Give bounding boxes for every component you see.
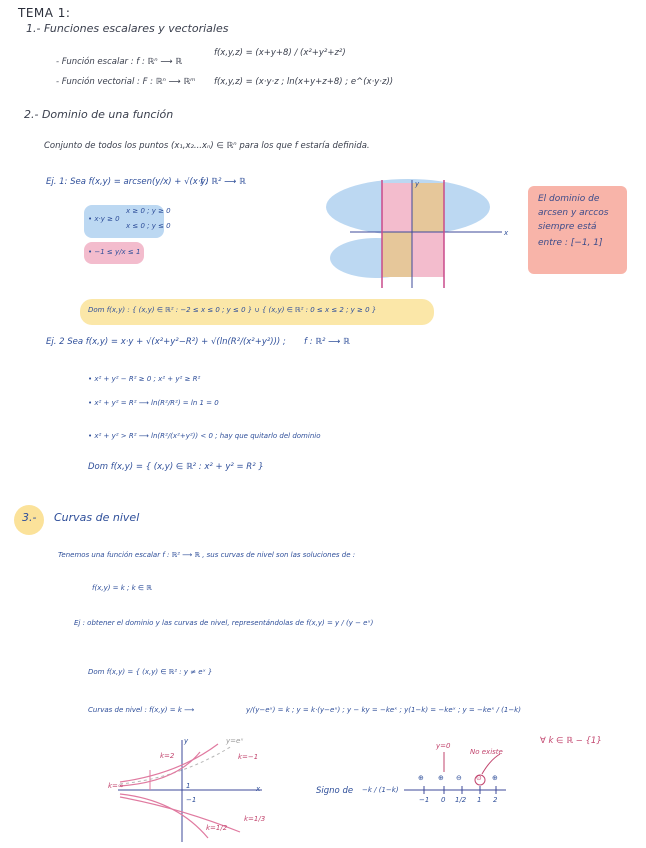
note-line-3: siempre está — [538, 222, 597, 232]
note-line-4: entre : [−1, 1] — [538, 238, 603, 248]
label-k-third: k=1/3 — [244, 815, 266, 823]
escalar-example: f(x,y,z) = (x+y+8) / (x²+y²+z²) — [214, 48, 346, 58]
sign-1: ⊕ — [418, 774, 424, 782]
label-ex: y=eˣ — [226, 737, 244, 745]
page-title: TEMA 1: — [18, 6, 71, 20]
graph2-minus1-label: −1 — [186, 796, 197, 804]
k0-label: y=0 — [436, 742, 451, 750]
vectorial-label: - Función vectorial : F : ℝⁿ ⟶ ℝᵐ — [56, 77, 196, 87]
sign-4: ⊙ — [476, 774, 482, 782]
condition-1a: x ≥ 0 ; y ≥ 0 — [126, 207, 171, 215]
tick-half: 1/2 — [455, 796, 467, 804]
section3-heading: Curvas de nivel — [54, 511, 140, 524]
section1-heading: 1.- Funciones escalares y vectoriales — [26, 22, 229, 35]
sign-5: ⊕ — [492, 774, 498, 782]
graph1-y-label: y — [415, 180, 420, 188]
section3-example: Ej : obtener el dominio y las curvas de nivel, representándolas de f(x,y) = y / (y − eˣ) — [74, 619, 374, 627]
signo-label: Signo de — [316, 786, 354, 796]
section3-intro: Tenemos una función escalar f : ℝ² ⟶ ℝ , sus curvas de nivel son las soluciones de : — [58, 551, 356, 559]
sign-3: ⊖ — [456, 774, 462, 782]
note-line-1: El dominio de — [538, 194, 600, 204]
graph2-y-label: y — [184, 737, 189, 745]
section3-number: 3.- — [22, 511, 37, 524]
graph2-x-label: x — [256, 785, 261, 793]
ej2-domain: Dom f(x,y) = { (x,y) ∈ ℝ² : x² + y² = R² } — [88, 462, 264, 472]
ej2-map: f : ℝ² ⟶ ℝ — [304, 337, 350, 347]
label-kinf: k=∞ — [108, 782, 124, 790]
ej2-line-1: • x² + y² − R² ≥ 0 ; x² + y² ≥ R² — [88, 375, 201, 383]
ej1-label: Ej. 1: Sea f(x,y) = arcsen(y/x) + √(x·y) — [46, 177, 209, 187]
curvas-equation: y/(y−eˣ) = k ; y = k·(y−eˣ) ; y − ky = −keˣ ; y(1−k) = −keˣ ; y = −keˣ / (1−k) — [246, 706, 521, 714]
label-k2: k=2 — [160, 752, 175, 760]
curvas-label: Curvas de nivel : f(x,y) = k ⟶ — [88, 706, 195, 714]
ej2-line-3: • x² + y² > R² ⟶ ln(R²/(x²+y²)) < 0 ; hay que quitarlo del dominio — [88, 432, 321, 440]
tick-minus1: −1 — [419, 796, 430, 804]
section2-heading: 2.- Dominio de una función — [24, 108, 174, 121]
ej2-label: Ej. 2 Sea f(x,y) = x·y + √(x²+y²−R²) + √(ln(R²/(x²+y²))) ; — [46, 337, 286, 347]
escalar-label: - Función escalar : f : ℝⁿ ⟶ ℝ — [56, 57, 182, 67]
vectorial-example: f(x,y,z) = (x·y·z ; ln(x+y+z+8) ; e^(x·y·z)) — [214, 77, 394, 87]
tick-2: 2 — [493, 796, 498, 804]
ej2-line-2: • x² + y² = R² ⟶ ln(R²/R²) = ln 1 = 0 — [88, 399, 219, 407]
label-k-minus1: k=−1 — [238, 753, 259, 761]
level-curve-equation: f(x,y) = k ; k ∈ ℝ — [92, 584, 152, 592]
signo-fraction: −k / (1−k) — [362, 786, 399, 794]
ej1-map: f : ℝ² ⟶ ℝ — [200, 177, 246, 187]
note-line-2: arcsen y arccos — [538, 208, 609, 218]
label-k-half: k=1/2 — [206, 824, 228, 832]
graph1-x-label: x — [504, 229, 509, 237]
condition-1b: x ≤ 0 ; y ≤ 0 — [126, 222, 171, 230]
domain-definition: Conjunto de todos los puntos (x₁,x₂...xₙ) ∈ ℝⁿ para los que f estaría definida. — [44, 141, 370, 151]
section3-domain: Dom f(x,y) = { (x,y) ∈ ℝ² : y ≠ eˣ } — [88, 668, 213, 676]
k-domain-label: ∀ k ∈ ℝ − {1} — [540, 736, 602, 746]
condition-2: • −1 ≤ y/x ≤ 1 — [88, 248, 141, 256]
no-existe-label: No existe — [470, 748, 503, 756]
graph2-one-label: 1 — [186, 782, 191, 790]
tick-1: 1 — [477, 796, 482, 804]
tick-0: 0 — [441, 796, 446, 804]
sign-2: ⊕ — [438, 774, 444, 782]
domain-1: Dom f(x,y) : { (x,y) ∈ ℝ² : −2 ≤ x ≤ 0 ; y ≤ 0 } ∪ { (x,y) ∈ ℝ² : 0 ≤ x ≤ 2 ; y ≥ 0 } — [88, 306, 377, 314]
condition-1: • x·y ≥ 0 — [88, 215, 120, 223]
